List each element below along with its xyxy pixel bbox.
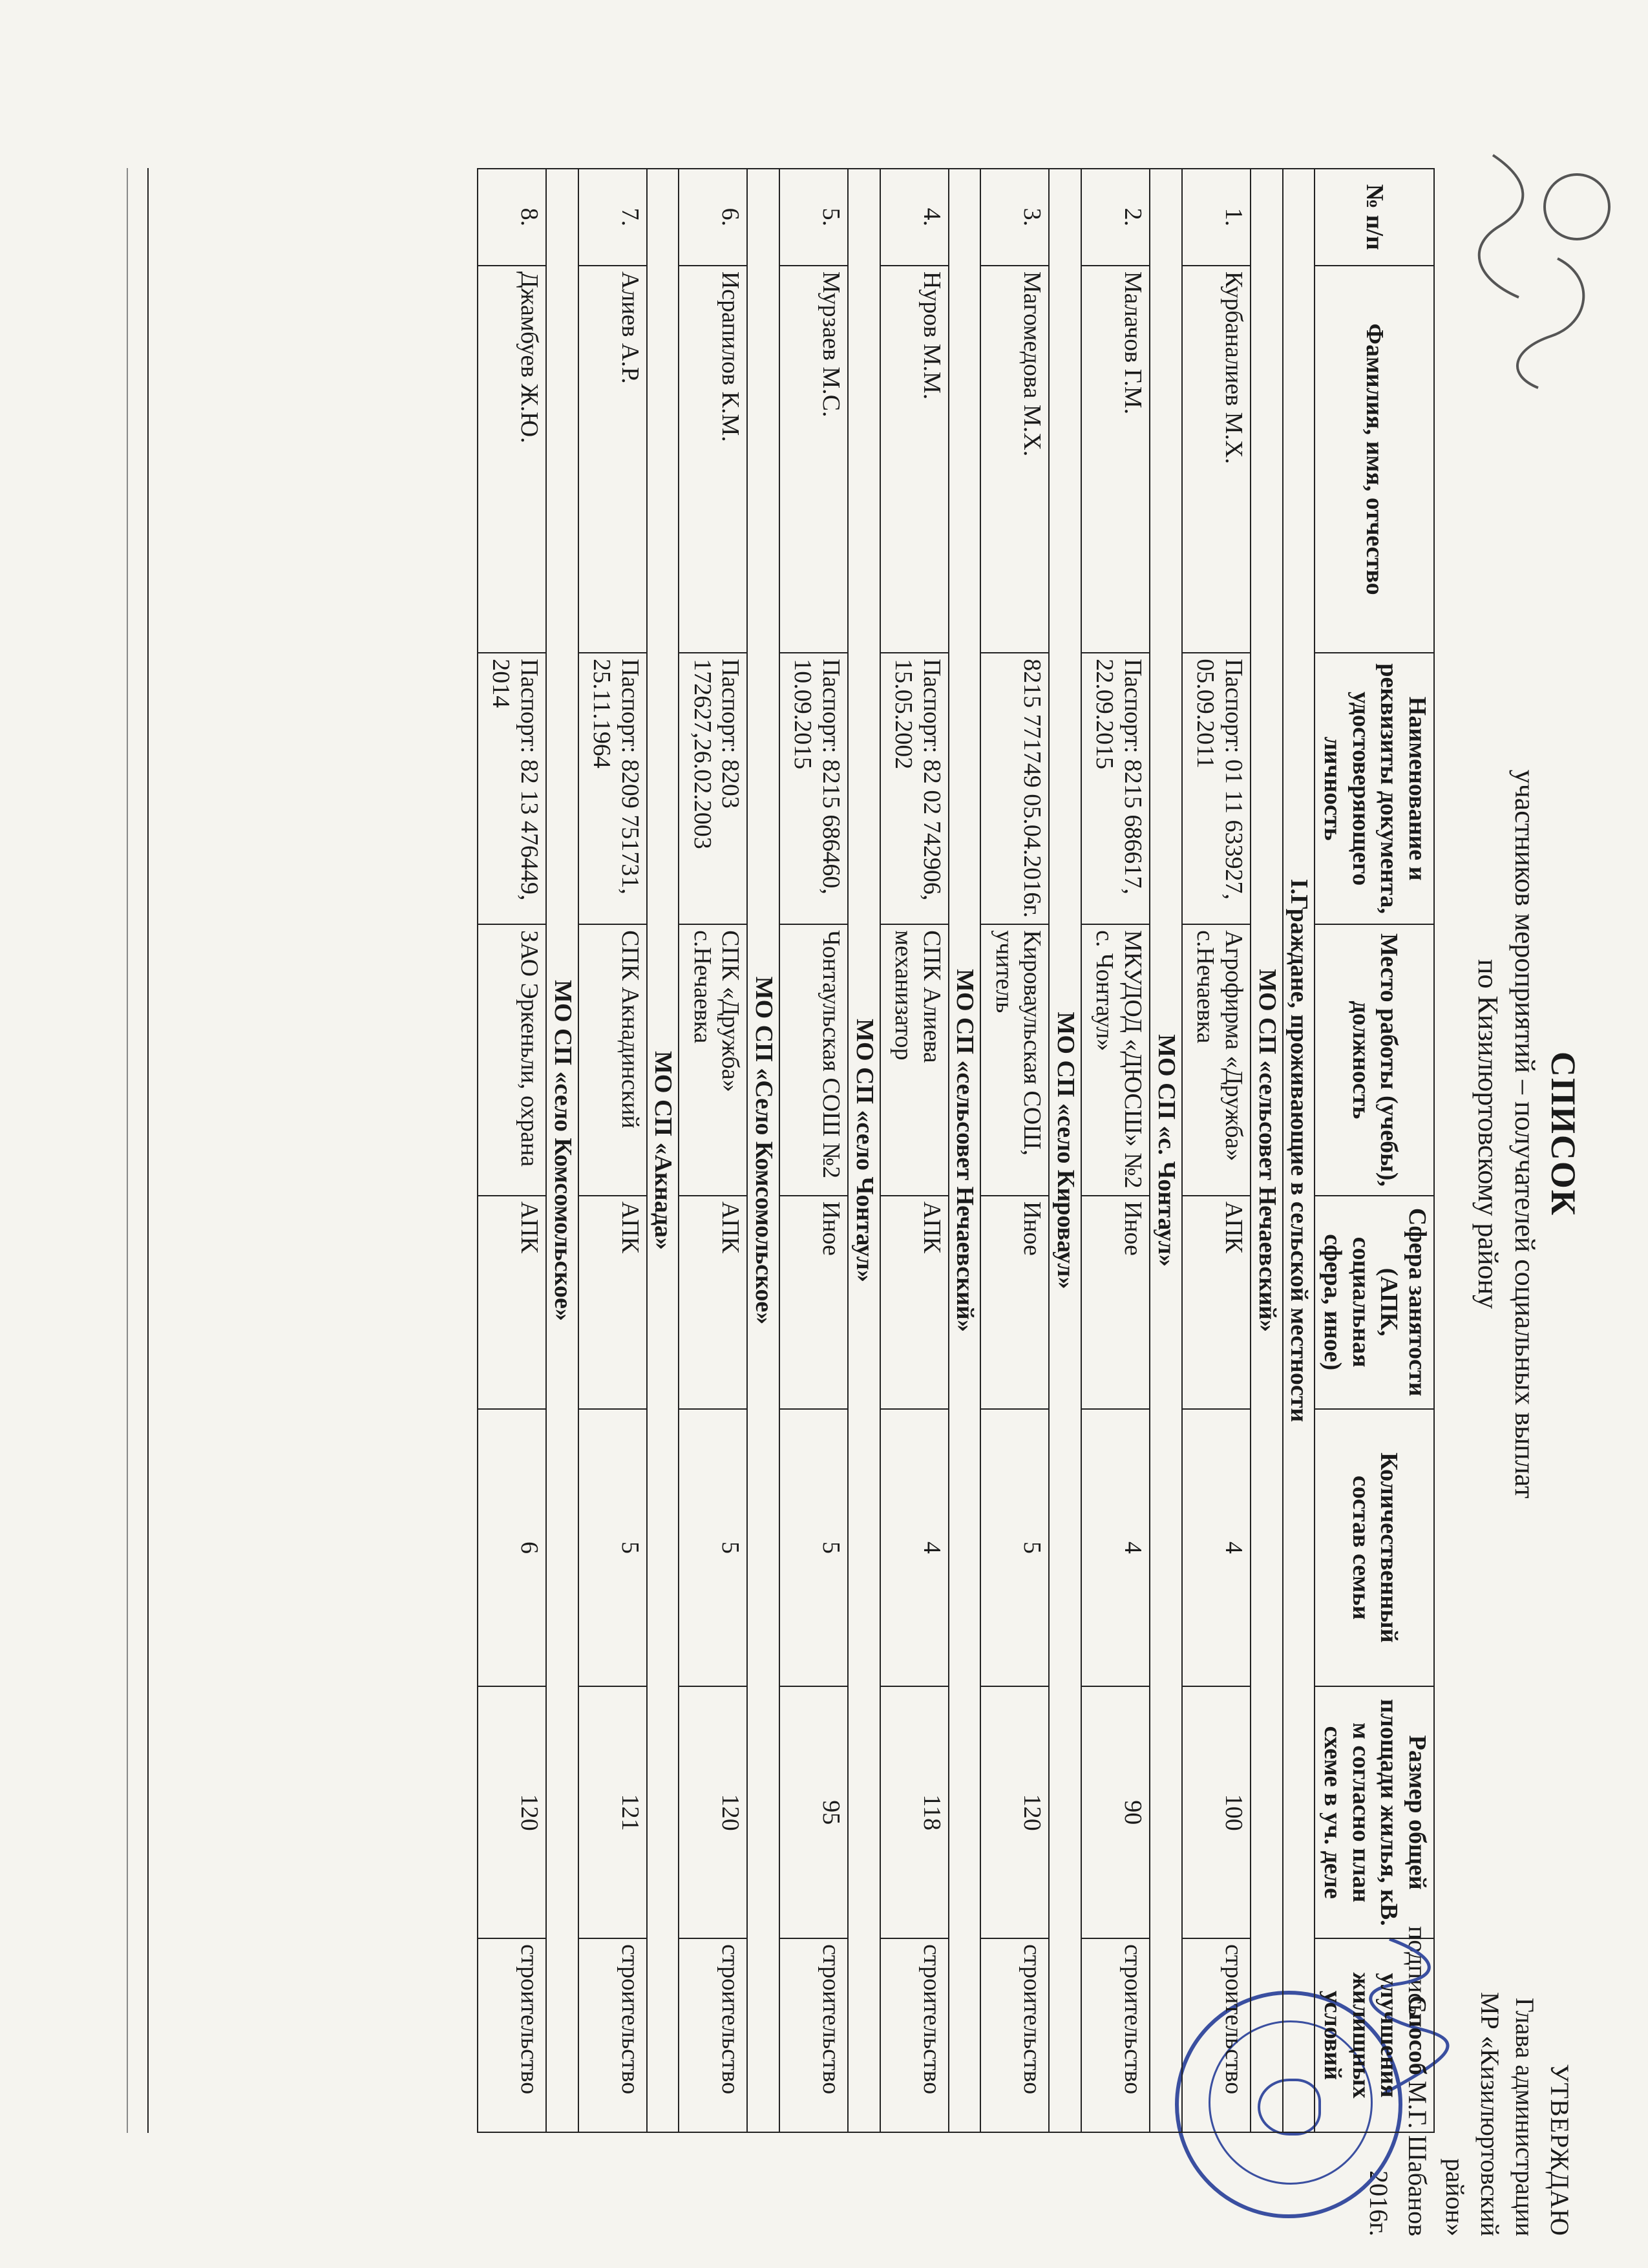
header-family-size: Количественный состав семьи [1315, 1409, 1434, 1687]
row-employment-sphere: АПК [880, 1196, 949, 1409]
row-housing-area: 120 [478, 1686, 546, 1938]
header-id-document: Наименование и реквизиты документа, удостоверяющего личность [1315, 653, 1434, 924]
table-row [779, 169, 848, 2132]
table-row [679, 169, 747, 2132]
section-row [546, 169, 578, 2132]
row-employment-sphere: Иное [779, 1196, 848, 1409]
row-full-name: Малачов Г.М. [1081, 266, 1150, 653]
section-row [848, 169, 880, 2132]
row-number: 6. [679, 169, 747, 266]
row-improvement-method: строительство [1081, 1938, 1150, 2132]
row-id-document: Паспорт: 01 11 633927, 05.09.2011 [1182, 653, 1251, 924]
row-id-document: Паспорт: 8209 751731, 25.11.1964 [578, 653, 647, 924]
row-family-size: 4 [880, 1409, 949, 1687]
approval-position: Глава администрации [1510, 1997, 1539, 2236]
page-bottom-rule [127, 168, 128, 2133]
table-row [1182, 169, 1251, 2132]
row-housing-area: 121 [578, 1686, 647, 1938]
row-number: 3. [981, 169, 1050, 266]
row-id-document: 8215 771749 05.04.2016г. [981, 653, 1050, 924]
row-improvement-method: строительство [1182, 1938, 1251, 2132]
table-row [478, 169, 546, 2132]
header-full-name: Фамилия, имя, отчество [1315, 266, 1434, 653]
row-workplace: Чонтаульская СОШ №2 [779, 924, 848, 1196]
row-number: 8. [478, 169, 546, 266]
row-housing-area: 95 [779, 1686, 848, 1938]
section-title: МО СП «село Чонтаул» [848, 169, 880, 2132]
row-housing-area: 100 [1182, 1686, 1251, 1938]
table-bottom-rule [147, 168, 149, 2133]
category-row [1283, 169, 1315, 2132]
row-id-document: Паспорт: 8203 172627,26.02.2003 [679, 653, 747, 924]
approval-date: 2016г. [1364, 2170, 1393, 2236]
row-id-document: Паспорт: 8215 686617, 22.09.2015 [1081, 653, 1150, 924]
row-workplace: СПК «Дружба» с.Нечаевка [679, 924, 747, 1196]
header-improvement-method: Способ улучшения жилищных условий [1315, 1938, 1434, 2132]
document-subtitle: участников мероприятий – получателей социальных выплат [1509, 769, 1541, 1499]
document-title: СПИСОК [1544, 1051, 1583, 1217]
row-employment-sphere: Иное [1081, 1196, 1150, 1409]
row-full-name: Мурзаев М.С. [779, 266, 848, 653]
row-workplace: МКУДОД «ДЮСШ» №2 с. Чонтаул» [1081, 924, 1150, 1196]
row-number: 2. [1081, 169, 1150, 266]
section-title: МО СП «Акнада» [647, 169, 679, 2132]
row-id-document: Паспорт: 8215 686460, 10.09.2015 [779, 653, 848, 924]
row-family-size: 5 [578, 1409, 647, 1687]
section-row [747, 169, 779, 2132]
table-row [880, 169, 949, 2132]
row-full-name: Магомедова М.Х. [981, 266, 1050, 653]
signer-name: М.Г. Шабанов [1403, 2081, 1432, 2236]
section-title: МО СП «сельсовет Нечаевский» [949, 169, 981, 2132]
row-family-size: 5 [981, 1409, 1050, 1687]
header-workplace: Место работы (учебы), должность [1315, 924, 1434, 1196]
row-workplace: Кироваульская СОШ, учитель [981, 924, 1050, 1196]
table-row [1081, 169, 1150, 2132]
section-row [1251, 169, 1283, 2132]
document-heading [1470, 0, 1583, 2268]
participants-table [477, 168, 1435, 2133]
row-family-size: 4 [1182, 1409, 1251, 1687]
row-housing-area: 120 [981, 1686, 1050, 1938]
row-number: 5. [779, 169, 848, 266]
row-improvement-method: строительство [779, 1938, 848, 2132]
section-row [949, 169, 981, 2132]
row-number: 1. [1182, 169, 1251, 266]
row-family-size: 5 [779, 1409, 848, 1687]
section-title: МО СП «Село Комсомольское» [747, 169, 779, 2132]
header-employment-sphere: Сфера занятости (АПК, социальная сфера, иное) [1315, 1196, 1434, 1409]
section-row [1050, 169, 1082, 2132]
row-full-name: Джамбуев Ж.Ю. [478, 266, 546, 653]
row-employment-sphere: Иное [981, 1196, 1050, 1409]
row-housing-area: 120 [679, 1686, 747, 1938]
document-region: по Кизилюртовскому району [1472, 959, 1504, 1309]
row-family-size: 6 [478, 1409, 546, 1687]
row-workplace: ЗАО Эркеньли, охрана [478, 924, 546, 1196]
row-family-size: 4 [1081, 1409, 1150, 1687]
signature-label: подпись [1403, 1926, 1432, 2017]
row-improvement-method: строительство [880, 1938, 949, 2132]
row-full-name: Нуров М.М. [880, 266, 949, 653]
header-housing-area: Размер общей площади жилья, кВ. м согласно план схеме в уч. деле [1315, 1686, 1434, 1938]
section-row [1150, 169, 1182, 2132]
row-improvement-method: строительство [478, 1938, 546, 2132]
row-id-document: Паспорт: 82 13 476449, 2014 [478, 653, 546, 924]
row-id-document: Паспорт: 82 02 742906, 15.05.2002 [880, 653, 949, 924]
row-housing-area: 118 [880, 1686, 949, 1938]
section-title: МО СП «село Комсомольское» [546, 169, 578, 2132]
row-workplace: СПК Алиева механизатор [880, 924, 949, 1196]
row-family-size: 5 [679, 1409, 747, 1687]
row-housing-area: 90 [1081, 1686, 1150, 1938]
table-row [981, 169, 1050, 2132]
row-employment-sphere: АПК [478, 1196, 546, 1409]
row-employment-sphere: АПК [679, 1196, 747, 1409]
table-row [578, 169, 647, 2132]
section-row [647, 169, 679, 2132]
row-workplace: Агрофирма «Дружба» с.Нечаевка [1182, 924, 1251, 1196]
approval-organization: МР «Кизилюртовский район» [1441, 1991, 1505, 2236]
row-full-name: Исрапилов К.М. [679, 266, 747, 653]
row-number: 7. [578, 169, 647, 266]
approval-title: УТВЕРЖДАЮ [1545, 2064, 1574, 2236]
header-number: № п/п [1315, 169, 1434, 266]
row-full-name: Курбаналиев М.Х. [1182, 266, 1251, 653]
section-title: МО СП «сельсовет Нечаевский» [1251, 169, 1283, 2132]
row-employment-sphere: АПК [1182, 1196, 1251, 1409]
row-number: 4. [880, 169, 949, 266]
table-header-row [1315, 169, 1434, 2132]
section-title: МО СП «село Кироваул» [1050, 169, 1082, 2132]
section-title: МО СП «с. Чонтаул» [1150, 169, 1182, 2132]
row-improvement-method: строительство [578, 1938, 647, 2132]
row-employment-sphere: АПК [578, 1196, 647, 1409]
row-improvement-method: строительство [679, 1938, 747, 2132]
category-label: I.Граждане, проживающие в сельской местности [1283, 169, 1315, 2132]
row-full-name: Алиев А.Р. [578, 266, 647, 653]
row-improvement-method: строительство [981, 1938, 1050, 2132]
row-workplace: СПК Акнадинский [578, 924, 647, 1196]
